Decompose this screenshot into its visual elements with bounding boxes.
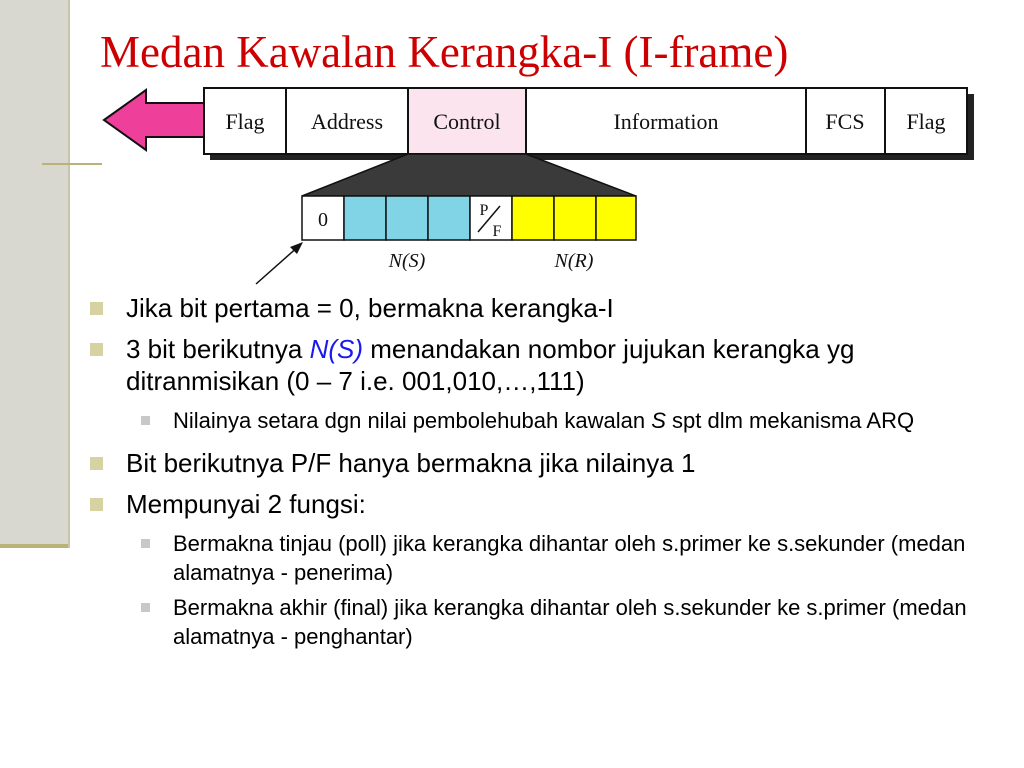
s-term: S	[651, 408, 666, 433]
pointer-arrow-icon	[256, 242, 303, 284]
control-expansion	[302, 154, 636, 196]
nr-label: N(R)	[554, 250, 594, 272]
sub-bullet-square-icon	[141, 603, 150, 612]
bullet-square-icon	[90, 498, 103, 511]
bullet-text-post: menandakan nombor jujukan kerangka yg ditranmisikan (0 – 7 i.e. 001,010,…,111)	[126, 334, 855, 396]
pf-label-p: P	[479, 202, 489, 219]
bullet-item-2	[88, 333, 1008, 397]
sub-bullet-item-2	[88, 529, 1008, 587]
sidebar-accent-line	[0, 544, 68, 548]
bit-ns-3	[428, 196, 470, 240]
bullet-list	[88, 292, 1008, 655]
sub-bullet-text: Bermakna tinjau (poll) jika kerangka dihantar oleh s.primer ke s.sekunder (medan alamatnya - penerima)	[173, 531, 966, 585]
pf-label-f: F	[492, 223, 502, 240]
sub-bullet-text: Bermakna akhir (final) jika kerangka dihantar oleh s.sekunder ke s.primer (medan alamatnya - penghantar)	[173, 595, 967, 649]
sub-bullet-item-3	[88, 593, 1008, 651]
bullet-text: Jika bit pertama = 0, bermakna kerangka-I	[126, 293, 614, 323]
bit-nr-2	[554, 196, 596, 240]
bit-nr-3	[596, 196, 636, 240]
bullet-text-pre: 3 bit berikutnya	[126, 334, 310, 364]
bullet-square-icon	[90, 343, 103, 356]
label-flag-start: Flag	[225, 109, 265, 134]
sub-bullet-item-1	[88, 406, 1008, 435]
bit-pf	[470, 196, 512, 240]
label-address: Address	[310, 109, 384, 134]
bullet-text: Bit berikutnya P/F hanya bermakna jika nilainya 1	[126, 448, 696, 478]
label-fcs: FCS	[825, 109, 865, 134]
bit-ns-1	[344, 196, 386, 240]
label-flag-end: Flag	[906, 109, 946, 134]
i-frame-diagram	[0, 0, 1024, 300]
bullet-square-icon	[90, 457, 103, 470]
bit-type-value: 0	[318, 209, 328, 231]
ns-term: N(S)	[309, 334, 363, 364]
bit-ns-2	[386, 196, 428, 240]
sub-bullet-square-icon	[141, 416, 150, 425]
bullet-square-icon	[90, 302, 103, 315]
ns-label: N(S)	[388, 250, 426, 272]
bullet-item-3	[88, 447, 1008, 479]
slide-title: Medan Kawalan Kerangka-I (I-frame)	[100, 27, 789, 77]
bit-nr-1	[512, 196, 554, 240]
sub-bullet-text-post: spt dlm mekanisma ARQ	[665, 408, 915, 433]
label-control: Control	[433, 109, 501, 134]
left-arrow-icon	[104, 90, 205, 150]
sub-bullet-text-pre: Nilainya setara dgn nilai pembolehubah kawalan	[173, 408, 652, 433]
bullet-text: Mempunyai 2 fungsi:	[126, 489, 366, 519]
label-information: Information	[613, 109, 719, 134]
bullet-item-4	[88, 488, 1008, 520]
bullet-item-1	[88, 292, 1008, 324]
sub-bullet-square-icon	[141, 539, 150, 548]
